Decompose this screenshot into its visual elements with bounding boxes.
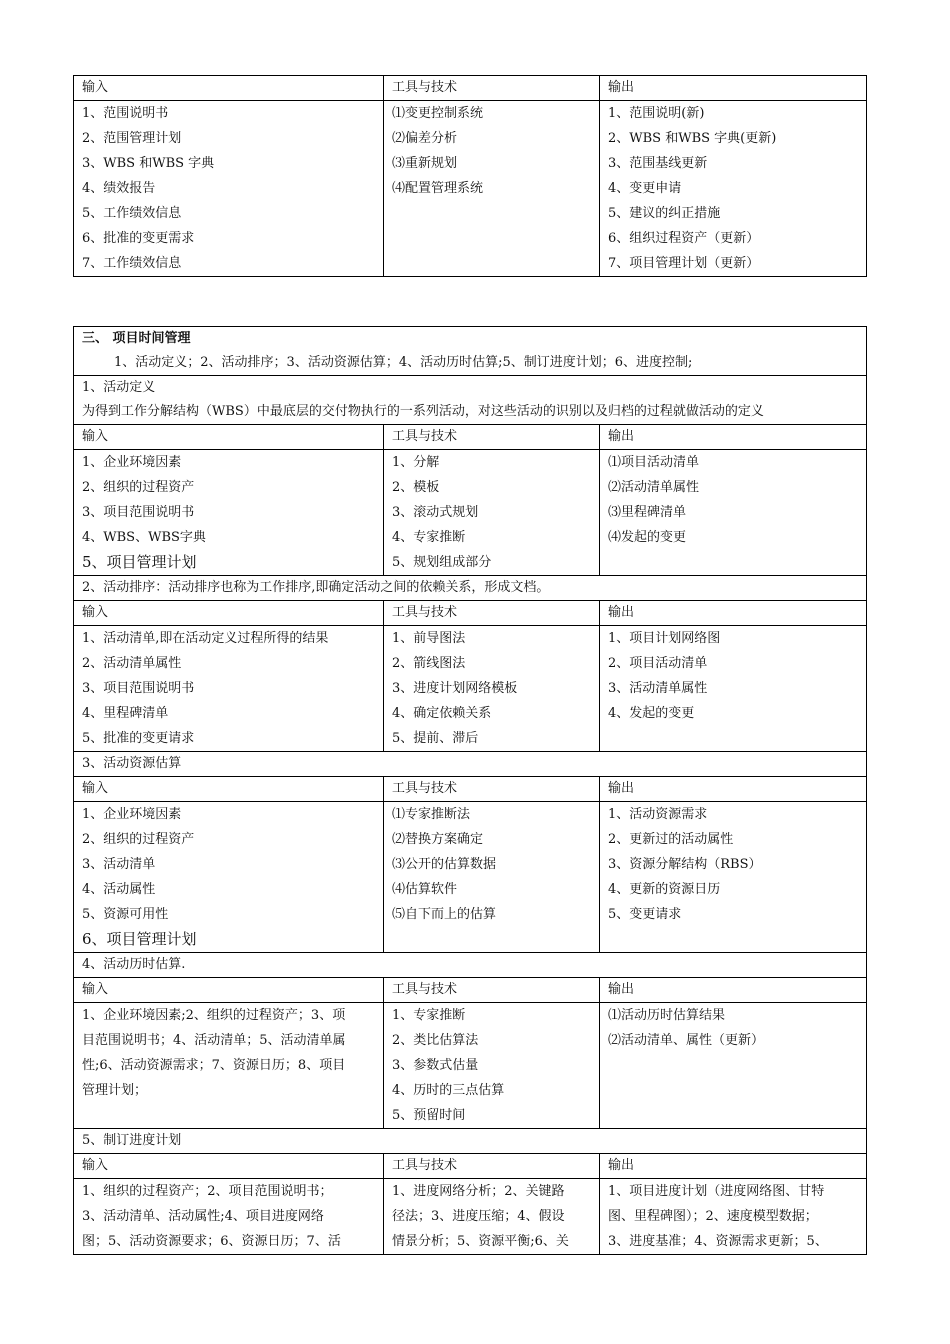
list-item: 1、活动资源需求 xyxy=(608,807,708,822)
tools-cell xyxy=(384,626,600,752)
list-item: 2、活动清单属性 xyxy=(82,656,182,671)
col-header-output: 输出 xyxy=(600,777,867,802)
col-header-tools: 工具与技术 xyxy=(384,978,600,1003)
text-line: 图、里程碑图）；2、速度模型数据； xyxy=(608,1209,818,1224)
list-item: 3、滚动式规划 xyxy=(392,505,479,520)
output-cell xyxy=(600,450,867,576)
col-header-input: 输入 xyxy=(74,425,384,450)
list-item: ⑷估算软件 xyxy=(392,882,458,897)
input-cell xyxy=(74,1179,384,1255)
list-item: 2、模板 xyxy=(392,480,440,495)
col-header-output: 输出 xyxy=(600,76,867,101)
list-item: 5、工作绩效信息 xyxy=(82,206,182,221)
list-item: 3、项目范围说明书 xyxy=(82,681,195,696)
input-cell xyxy=(74,626,384,752)
list-item: 4、专家推断 xyxy=(392,530,466,545)
list-item: 3、进度计划网络模板 xyxy=(392,681,518,696)
list-item: 5、预留时间 xyxy=(392,1108,466,1123)
list-item: 1、专家推断 xyxy=(392,1008,466,1023)
col-header-tools: 工具与技术 xyxy=(384,76,600,101)
process-heading-schedule-development xyxy=(74,1129,867,1154)
list-item: 2、范围管理计划 xyxy=(82,131,182,146)
list-item: 4、变更申请 xyxy=(608,181,682,196)
list-item: ⑶重新规划 xyxy=(392,156,458,171)
col-header-tools: 工具与技术 xyxy=(384,777,600,802)
text-line: 1、项目进度计划（进度网络图、甘特 xyxy=(608,1184,825,1199)
list-item: 4、更新的资源日历 xyxy=(608,882,721,897)
list-item: 1、活动清单,即在活动定义过程所得的结果 xyxy=(82,631,329,646)
text-line: 情景分析；5、资源平衡;6、关 xyxy=(392,1234,569,1249)
col-header-tools: 工具与技术 xyxy=(384,601,600,626)
input-cell xyxy=(74,101,384,277)
list-item: ⑵活动清单、属性（更新） xyxy=(608,1033,765,1048)
tools-cell xyxy=(384,802,600,953)
list-item: ⑴活动历时估算结果 xyxy=(608,1008,726,1023)
output-cell xyxy=(600,1179,867,1255)
list-item: 3、WBS 和WBS 字典 xyxy=(82,156,215,171)
col-header-input: 输入 xyxy=(74,777,384,802)
process-heading-duration-estimating xyxy=(74,953,867,978)
output-cell xyxy=(600,101,867,277)
text-line: 目范围说明书；4、活动清单；5、活动清单属 xyxy=(82,1033,346,1048)
list-item: ⑶里程碑清单 xyxy=(608,505,687,520)
text-line: 图；5、活动资源要求；6、资源日历；7、活 xyxy=(82,1234,341,1249)
list-item: 1、企业环境因素 xyxy=(82,807,182,822)
output-cell xyxy=(600,626,867,752)
output-cell xyxy=(600,802,867,953)
list-item: 5、资源可用性 xyxy=(82,907,169,922)
input-cell xyxy=(74,1003,384,1129)
list-item: 2、更新过的活动属性 xyxy=(608,832,734,847)
list-item: ⑴变更控制系统 xyxy=(392,106,484,121)
process-heading-activity-definition xyxy=(74,376,867,425)
col-header-output: 输出 xyxy=(600,425,867,450)
process-description: 为得到工作分解结构（WBS）中最底层的交付物执行的一系列活动，对这些活动的识别以及归档的过程就做活动的定义 xyxy=(82,404,764,419)
list-item: ⑴专家推断法 xyxy=(392,807,471,822)
table-time-management xyxy=(73,326,867,1255)
input-cell xyxy=(74,802,384,953)
list-item: 4、活动属性 xyxy=(82,882,156,897)
list-item: 5、变更请求 xyxy=(608,907,682,922)
text-line: 3、活动清单、活动属性;4、项目进度网络 xyxy=(82,1209,324,1224)
list-item: 2、项目活动清单 xyxy=(608,656,708,671)
list-item: 3、参数式估量 xyxy=(392,1058,479,1073)
list-item: 1、企业环境因素 xyxy=(82,455,182,470)
list-item: 3、资源分解结构（RBS） xyxy=(608,857,762,872)
list-item: 3、活动清单属性 xyxy=(608,681,708,696)
col-header-tools: 工具与技术 xyxy=(384,425,600,450)
list-item: 1、项目计划网络图 xyxy=(608,631,721,646)
tools-cell xyxy=(384,101,600,277)
col-header-input: 输入 xyxy=(74,1154,384,1179)
section-overview: 1、活动定义；2、活动排序；3、活动资源估算；4、活动历时估算;5、制订进度计划；6、进度控制; xyxy=(114,355,693,370)
list-item: ⑴项目活动清单 xyxy=(608,455,700,470)
list-item: 2、组织的过程资产 xyxy=(82,832,195,847)
text-line: 1、进度网络分析；2、关键路 xyxy=(392,1184,565,1199)
list-item: 5、规划组成部分 xyxy=(392,555,492,570)
text-line: 径法；3、进度压缩；4、假设 xyxy=(392,1209,565,1224)
section-header xyxy=(74,327,867,376)
col-header-output: 输出 xyxy=(600,978,867,1003)
list-item: 2、WBS 和WBS 字典(更新) xyxy=(608,131,777,146)
process-title: 5、制订进度计划 xyxy=(82,1133,182,1148)
process-title: 2、活动排序：活动排序也称为工作排序,即确定活动之间的依赖关系，形成文档。 xyxy=(82,580,550,595)
list-item: 4、WBS、WBS字典 xyxy=(82,530,206,545)
list-item: 2、组织的过程资产 xyxy=(82,480,195,495)
list-item: 6、项目管理计划 xyxy=(82,930,197,948)
list-item: 3、范围基线更新 xyxy=(608,156,708,171)
list-item: ⑸自下而上的估算 xyxy=(392,907,497,922)
list-item: 1、范围说明书 xyxy=(82,106,169,121)
process-title: 4、活动历时估算. xyxy=(82,957,186,972)
tools-cell xyxy=(384,450,600,576)
col-header-input: 输入 xyxy=(74,978,384,1003)
list-item: ⑵活动清单属性 xyxy=(608,480,700,495)
col-header-input: 输入 xyxy=(74,601,384,626)
list-item: 6、组织过程资产（更新） xyxy=(608,231,760,246)
list-item: 4、绩效报告 xyxy=(82,181,156,196)
col-header-output: 输出 xyxy=(600,601,867,626)
text-line: 3、进度基准；4、资源需求更新；5、 xyxy=(608,1234,828,1249)
list-item: 3、项目范围说明书 xyxy=(82,505,195,520)
text-line: 1、企业环境因素;2、组织的过程资产；3、项 xyxy=(82,1008,346,1023)
text-line: 1、组织的过程资产；2、项目范围说明书； xyxy=(82,1184,333,1199)
list-item: 1、范围说明(新) xyxy=(608,106,705,121)
list-item: 3、活动清单 xyxy=(82,857,156,872)
list-item: 2、类比估算法 xyxy=(392,1033,479,1048)
col-header-output: 输出 xyxy=(600,1154,867,1179)
text-line: 性;6、活动资源需求；7、资源日历；8、项目 xyxy=(82,1058,346,1073)
tools-cell xyxy=(384,1179,600,1255)
list-item: ⑵替换方案确定 xyxy=(392,832,484,847)
list-item: 4、历时的三点估算 xyxy=(392,1083,505,1098)
list-item: 7、工作绩效信息 xyxy=(82,256,182,271)
list-item: 5、批准的变更请求 xyxy=(82,731,195,746)
tools-cell xyxy=(384,1003,600,1129)
list-item: 1、分解 xyxy=(392,455,440,470)
list-item: 6、批准的变更需求 xyxy=(82,231,195,246)
col-header-tools: 工具与技术 xyxy=(384,1154,600,1179)
process-heading-activity-sequencing xyxy=(74,576,867,601)
list-item: ⑵偏差分析 xyxy=(392,131,458,146)
input-cell xyxy=(74,450,384,576)
list-item: 5、提前、滞后 xyxy=(392,731,479,746)
list-item: 1、前导图法 xyxy=(392,631,466,646)
list-item: 4、里程碑清单 xyxy=(82,706,169,721)
list-item: ⑷配置管理系统 xyxy=(392,181,484,196)
list-item: 2、箭线图法 xyxy=(392,656,466,671)
table-scope-control xyxy=(73,75,867,277)
section-title: 三、 项目时间管理 xyxy=(82,331,191,346)
list-item: ⑶公开的估算数据 xyxy=(392,857,497,872)
list-item: 7、项目管理计划（更新） xyxy=(608,256,760,271)
list-item: 4、发起的变更 xyxy=(608,706,695,721)
process-title: 1、活动定义 xyxy=(82,380,156,395)
list-item: ⑷发起的变更 xyxy=(608,530,687,545)
list-item: 4、确定依赖关系 xyxy=(392,706,492,721)
process-title: 3、活动资源估算 xyxy=(82,756,182,771)
list-item: 5、建议的纠正措施 xyxy=(608,206,721,221)
process-heading-resource-estimating xyxy=(74,752,867,777)
output-cell xyxy=(600,1003,867,1129)
text-line: 管理计划； xyxy=(82,1083,148,1098)
list-item: 5、项目管理计划 xyxy=(82,553,197,571)
col-header-input: 输入 xyxy=(74,76,384,101)
